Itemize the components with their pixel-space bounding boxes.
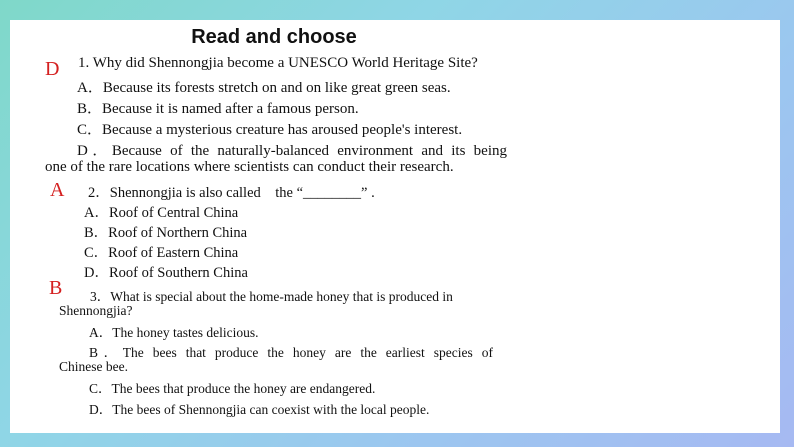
- q2-option-a: A．Roof of Central China: [84, 205, 239, 221]
- answer-q2: A: [50, 179, 65, 201]
- q1-option-d-cont: one of the rare locations where scientists can conduct their research.: [45, 159, 454, 175]
- question-1-text: 1. Why did Shennongjia become a UNESCO World Heritage Site?: [78, 55, 478, 71]
- q1-option-d: D．Because of the naturally-balanced environment and its being: [77, 143, 507, 159]
- q2-option-d: D．Roof of Southern China: [84, 265, 248, 281]
- q3-option-c: C．The bees that produce the honey are endangered.: [89, 381, 376, 396]
- q3-option-b-cont: Chinese bee.: [59, 359, 128, 374]
- q2-option-b: B．Roof of Northern China: [84, 225, 248, 241]
- answer-q1: D: [45, 58, 60, 80]
- answer-q3: B: [49, 277, 63, 299]
- q1-option-b: B．Because it is named after a famous person.: [77, 101, 359, 117]
- q2-option-c: C．Roof of Eastern China: [84, 245, 239, 261]
- question-3-text-cont: Shennongjia?: [59, 303, 133, 318]
- q1-option-a: A．Because its forests stretch on and on like great green seas.: [77, 80, 451, 96]
- question-2-text: 2．Shennongjia is also called the “________” .: [88, 185, 375, 201]
- page-title: Read and choose: [191, 26, 357, 48]
- q3-option-b: B．The bees that produce the honey are the earliest species of: [89, 345, 493, 360]
- question-3-text: 3．What is special about the home-made honey that is produced in: [90, 289, 453, 304]
- q3-option-d: D．The bees of Shennongjia can coexist with the local people.: [89, 402, 430, 417]
- q1-option-c: C．Because a mysterious creature has aroused people's interest.: [77, 122, 463, 138]
- q3-option-a: A．The honey tastes delicious.: [89, 325, 259, 340]
